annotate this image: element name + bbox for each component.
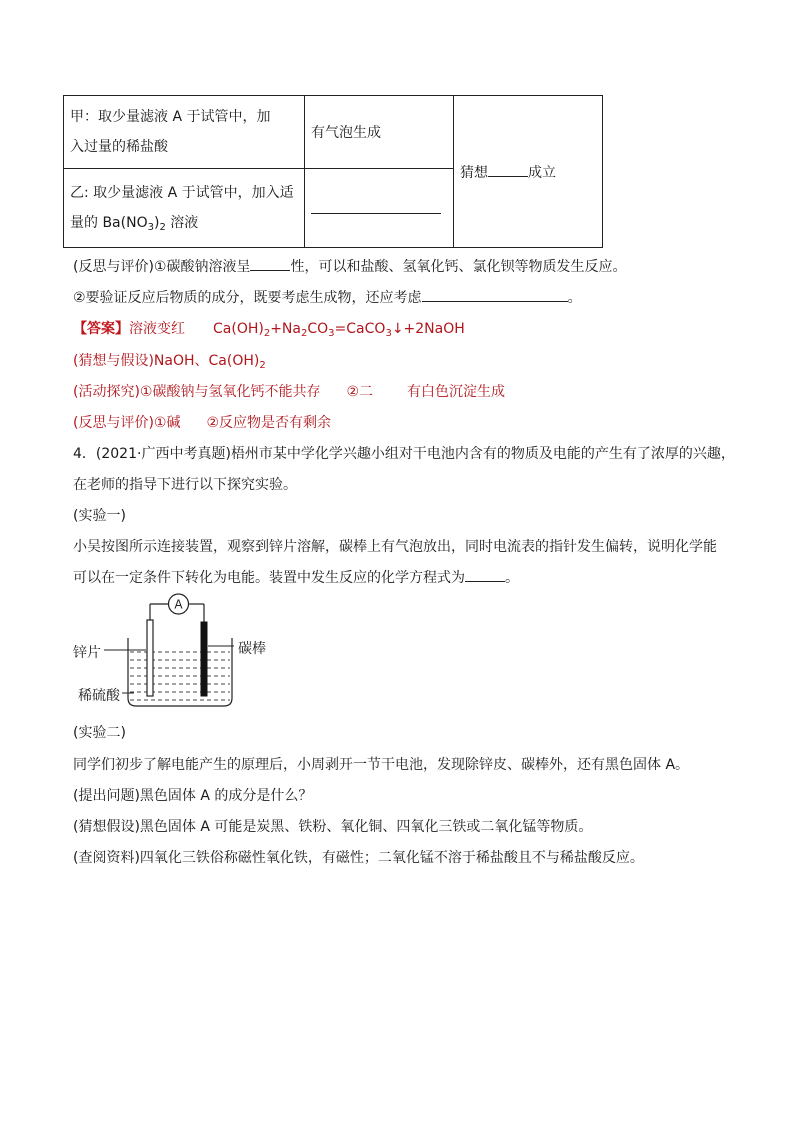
q4-exp1-heading: (实验一)	[73, 508, 126, 524]
ammeter-label: A	[174, 597, 183, 612]
reflect-line1: (反思与评价)①碳酸钠溶液呈 性，可以和盐酸、氢氧化钙、氯化钡等物质发生反应。	[73, 256, 626, 276]
liquid	[130, 652, 230, 700]
step-jia-line1: 甲：取少量滤液 A 于试管中，加	[70, 109, 271, 125]
q4-p4: (提出问题)黑色固体 A 的成分是什么？	[73, 788, 313, 804]
answer-line1: 【答案】溶液变红 $Ca(OH)_2+Na_2CO_3=CaCO_3↓+2NaOH$	[73, 321, 465, 339]
phenomenon-yi-cell	[305, 169, 454, 248]
conclusion-pre: 猜想	[460, 164, 488, 181]
answer-reflect: (反思与评价)①碱 ②反应物是否有剩余	[73, 415, 332, 431]
acid-label: 稀硫酸	[78, 688, 120, 704]
q4-p3: 同学们初步了解电能产生的原理后，小周剥开一节干电池，发现除锌皮、碳棒外，还有黑色固体 A。	[73, 757, 690, 773]
experiment-table	[63, 95, 603, 248]
step-yi-line1: 乙: 取少量滤液 A 于试管中，加入适	[70, 185, 294, 201]
step-jia-cell	[64, 96, 305, 169]
conclusion-blank[interactable]	[488, 162, 528, 177]
conclusion-post: 成立	[528, 164, 556, 181]
zinc-label: 锌片	[73, 645, 101, 661]
reflect-blank-1[interactable]	[250, 256, 290, 271]
equation-blank[interactable]	[465, 567, 505, 582]
q4-p6: (查阅资料)四氧化三铁俗称磁性氧化铁，有磁性；二氧化锰不溶于稀盐酸且不与稀盐酸反应。	[73, 850, 644, 866]
answer-equation: $Ca(OH)_2+Na_2CO_3=CaCO_3↓+2NaOH$	[213, 321, 465, 339]
q4-line2: 在老师的指导下进行以下探究实验。	[73, 477, 297, 493]
answer-activity: (活动探究)①碳酸钠与氢氧化钙不能共存 ②二 有白色沉淀生成	[73, 384, 506, 400]
conclusion-cell	[454, 96, 603, 248]
zinc-sheet	[147, 620, 153, 696]
phenomenon-yi-blank[interactable]	[311, 199, 441, 214]
beaker	[128, 638, 232, 706]
step-yi-line2: 量的 $Ba(NO_3)_2$ 溶液	[70, 215, 199, 233]
q4-p2: 可以在一定条件下转化为电能。装置中发生反应的化学方程式为 。	[73, 567, 519, 587]
phenomenon-jia: 有气泡生成	[311, 125, 381, 141]
step-jia-line2: 入过量的稀盐酸	[70, 139, 168, 155]
q4-p5: (猜想假设)黑色固体 A 可能是炭黑、铁粉、氧化铜、四氧化三铁或二氧化锰等物质。	[73, 819, 593, 835]
phenomenon-jia-cell	[305, 96, 454, 169]
q4-p1: 小吴按图所示连接装置，观察到锌片溶解，碳棒上有气泡放出，同时电流表的指针发生偏转，说明化学能	[73, 539, 717, 555]
answer-tag: 【答案】	[73, 321, 129, 337]
q4-line1: 4．(2021·广西中考真题)梧州市某中学化学兴趣小组对干电池内含有的物质及电能的产生有了浓厚的兴趣，	[73, 446, 735, 462]
answer-hypothesis: (猜想与假设)NaOH、$Ca(OH)_2$	[73, 353, 266, 371]
reflect-blank-2[interactable]	[422, 287, 568, 302]
carbon-label: 碳棒	[238, 641, 266, 657]
carbon-rod	[201, 622, 207, 696]
reflect-line2: ②要验证反应后物质的成分，既要考虑生成物，还应考虑 。	[73, 287, 582, 307]
q4-exp2-heading: (实验二)	[73, 725, 126, 741]
step-yi-cell	[64, 169, 305, 248]
